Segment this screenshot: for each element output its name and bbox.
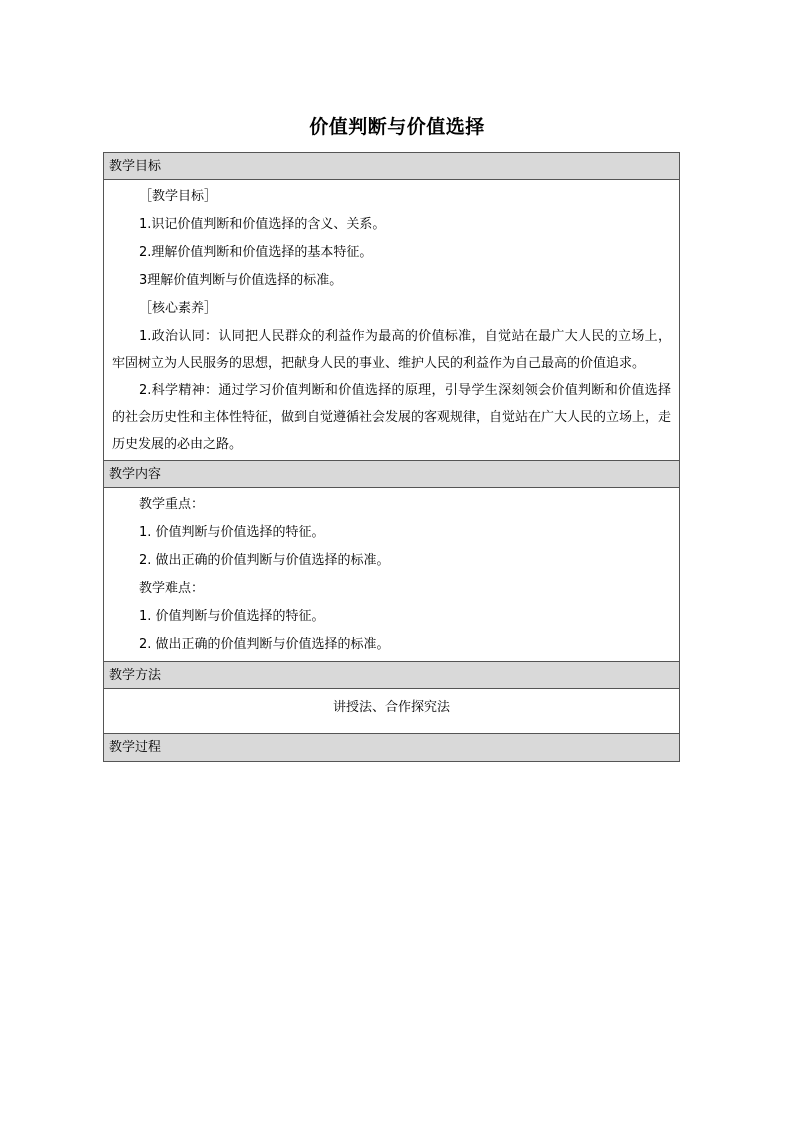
teaching-methods-text: 讲授法、合作探究法 <box>104 689 679 734</box>
section-header-methods: 教学方法 <box>104 662 679 689</box>
section-header-content: 教学内容 <box>104 461 679 488</box>
difficult-points-label: 教学难点： <box>139 581 205 596</box>
key-point-item: 2. 做出正确的价值判断与价值选择的标准。 <box>139 553 390 568</box>
core-literacy-subheading: ［核心素养］ <box>139 301 218 316</box>
difficult-point-item: 2. 做出正确的价值判断与价值选择的标准。 <box>139 637 390 652</box>
difficult-point-item: 1. 价值判断与价值选择的特征。 <box>139 609 325 624</box>
core-literacy-item: 1.政治认同：认同把人民群众的利益作为最高的价值标准，自觉站在最广大人民的立场上，牢固树立为人民服务的思想，把献身人民的事业、维护人民的利益作为自己最高的价值追求。 <box>112 329 671 371</box>
key-points-label: 教学重点： <box>139 497 205 512</box>
objective-item: 1.识记价值判断和价值选择的含义、关系。 <box>139 217 386 232</box>
section-body-content <box>104 488 679 662</box>
section-header-objectives: 教学目标 <box>104 153 679 180</box>
objective-item: 3理解价值判断与价值选择的标准。 <box>139 273 343 288</box>
lesson-plan-table <box>103 152 680 762</box>
core-literacy-item: 2.科学精神：通过学习价值判断和价值选择的原理，引导学生深刻领会价值判断和价值选择的社会历史性和主体性特征，做到自觉遵循社会发展的客观规律，自觉站在广大人民的立场上，走历史发展的必由之路。 <box>112 383 672 452</box>
page-title: 价值判断与价值选择 <box>309 116 485 138</box>
key-point-item: 1. 价值判断与价值选择的特征。 <box>139 525 325 540</box>
objective-item: 2.理解价值判断和价值选择的基本特征。 <box>139 245 373 260</box>
section-body-objectives <box>104 180 679 461</box>
section-header-process: 教学过程 <box>104 734 679 761</box>
objectives-subheading: ［教学目标］ <box>139 189 218 204</box>
